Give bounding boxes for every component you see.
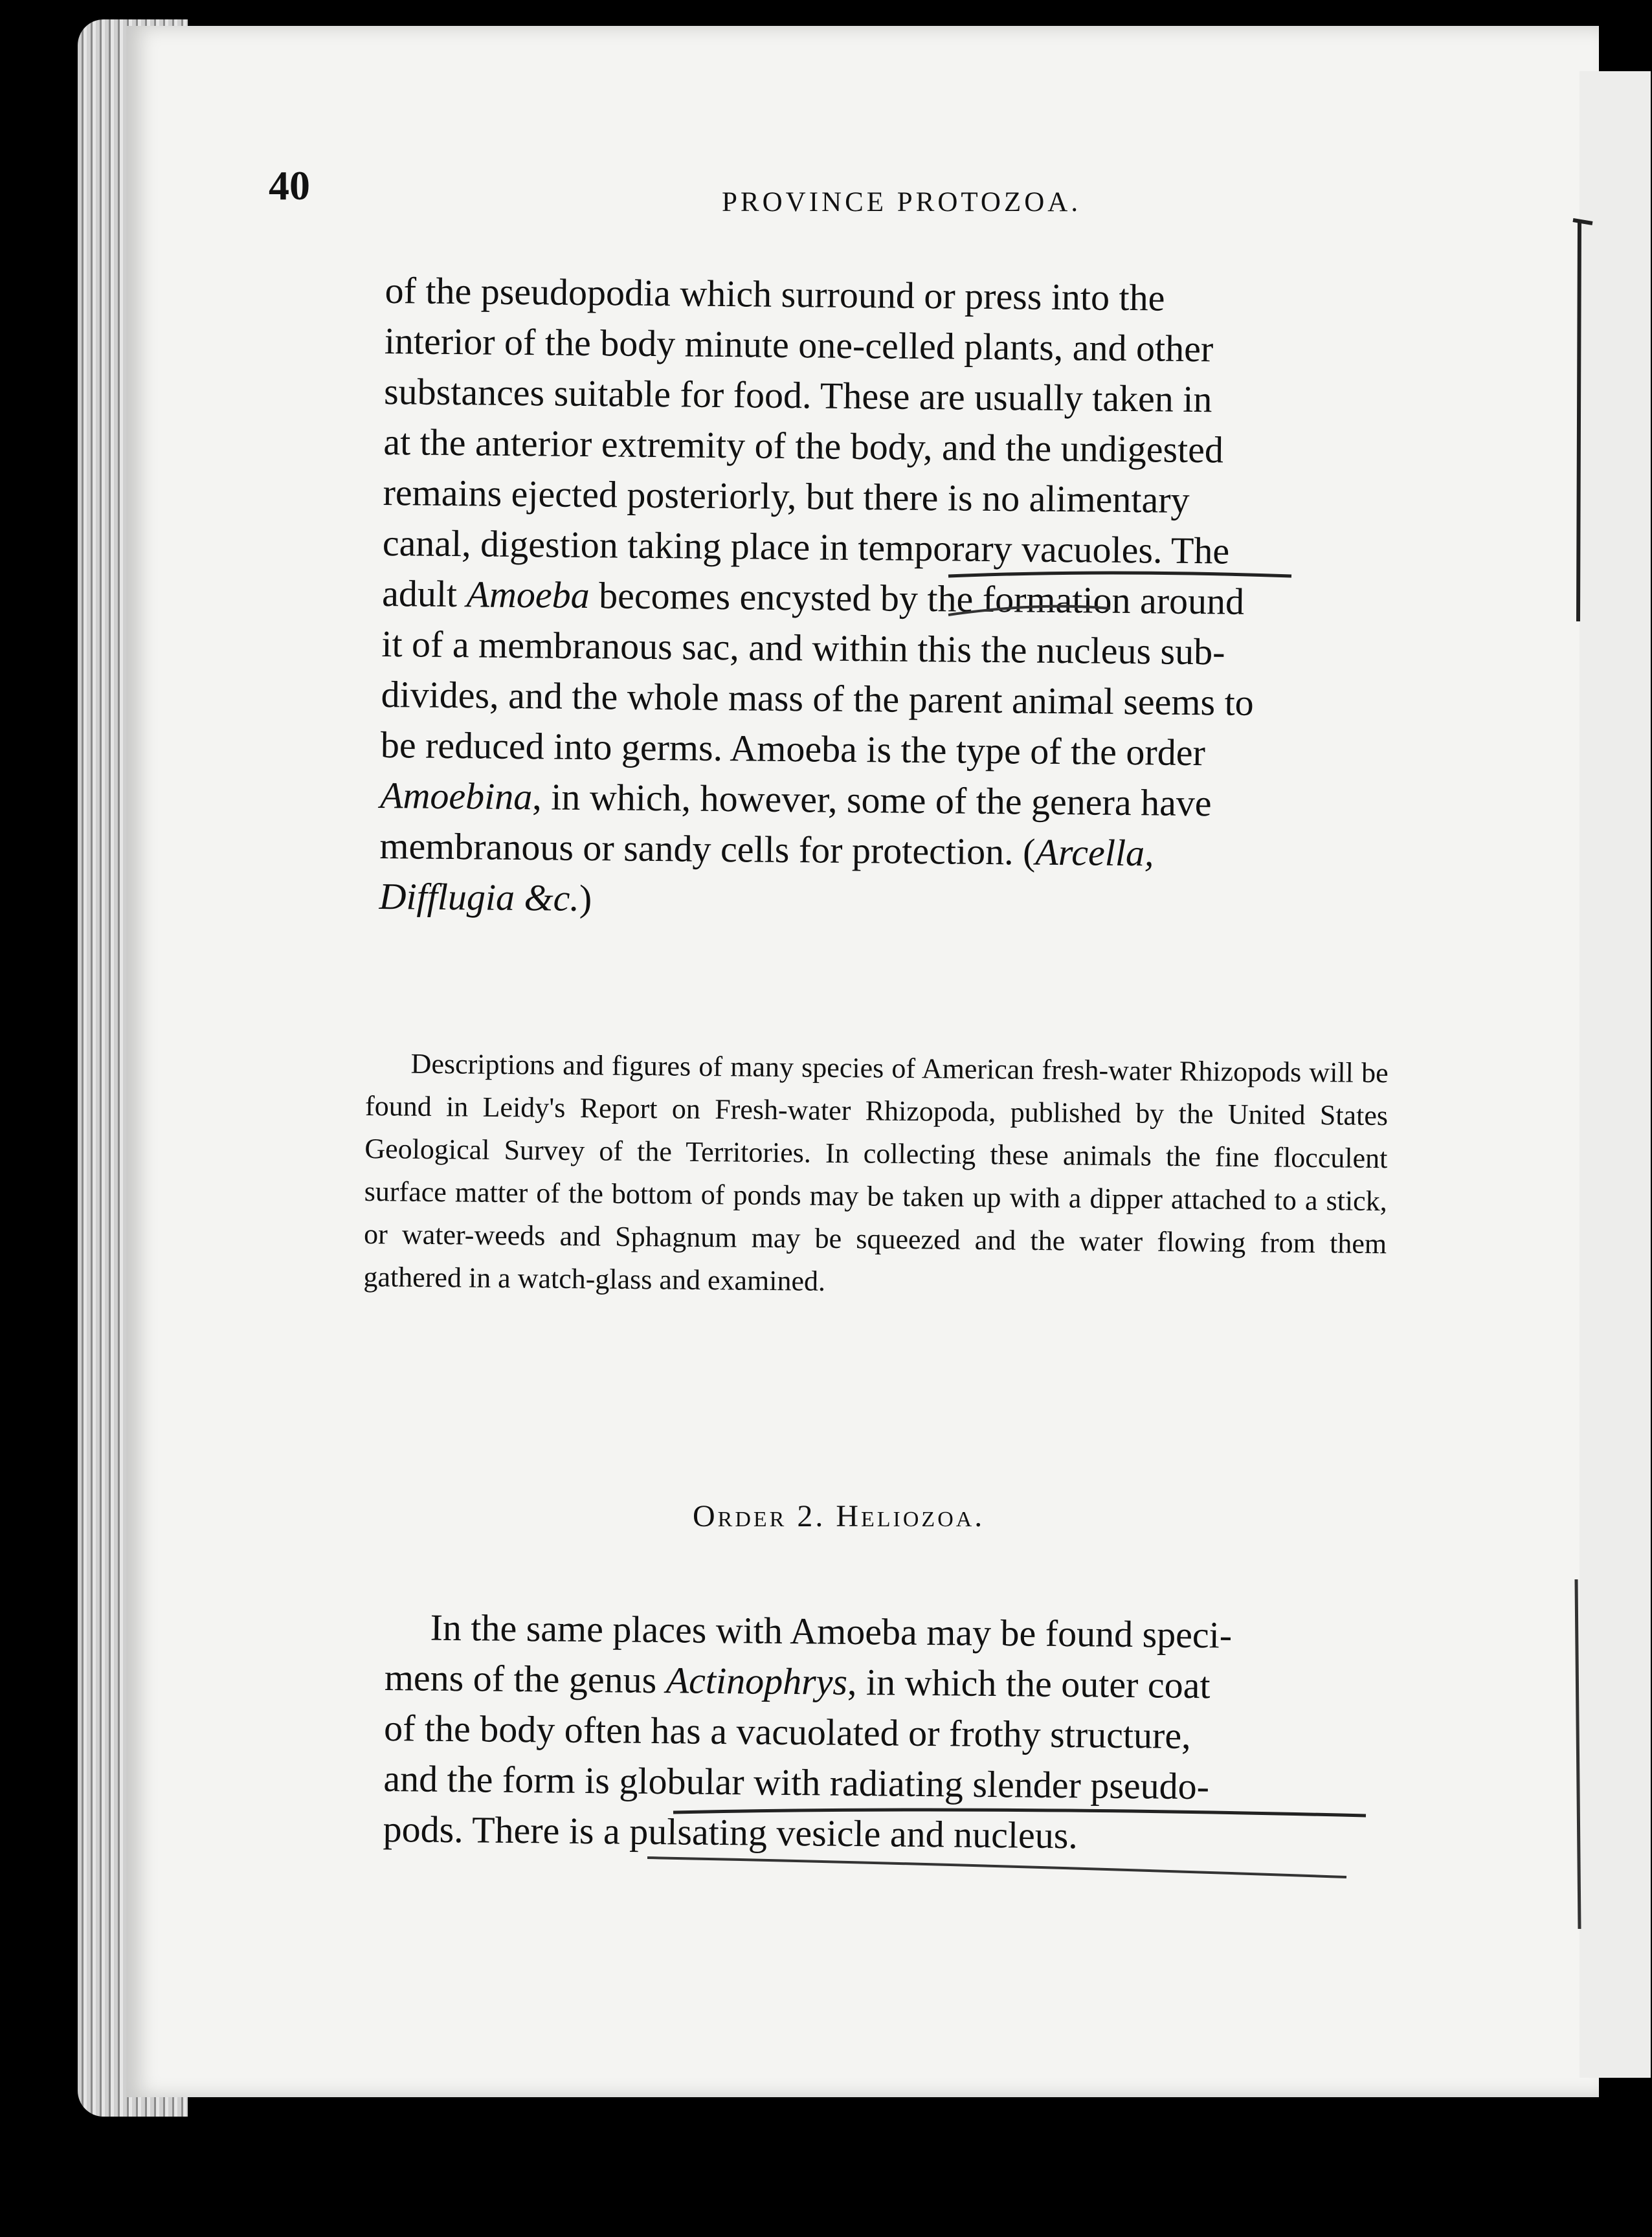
paragraph-2-line: In the same places with Amoeba may be found speci- <box>430 1606 1233 1656</box>
text-run: membranous or sandy cells for protection. ( <box>379 824 1036 873</box>
running-head: PROVINCE PROTOZOA. <box>722 187 1082 217</box>
order-name-amoebina: Amoebina <box>379 773 533 818</box>
pencil-underline-vacuoles <box>942 557 1304 634</box>
paragraph-1-line: at the anterior extremity of the body, and the undigested <box>383 420 1224 471</box>
paragraph-1-line: of the pseudopodia which surround or press into the <box>385 269 1165 319</box>
text-run: , in which, however, some of the genera have <box>531 775 1212 825</box>
text-run: becomes encysted by the formation around <box>589 574 1245 623</box>
text-run: adult <box>381 572 467 616</box>
paragraph-1-line <box>380 770 1403 830</box>
paragraph-1-line: canal, digestion taking place in temporary vacuoles. The <box>382 521 1230 572</box>
paragraph-1-line <box>379 871 1402 931</box>
footnote: Descriptions and figures of many species of American fresh-water Rhizopods will be found in Leidy's Report on Fresh-water Rhizopoda, published by the United States Geological Survey of the Territories. In collecting these animals the fine flocculent surface matter of the bottom of ponds may be taken up with a dipper attached to a stick, or water-weeds and Sphagnum may be squeezed and the water flowing from them gathered in a watch-glass and examined. <box>363 1047 1389 1297</box>
margin-bracket-mark <box>1560 207 1599 1942</box>
paragraph-1-line: be reduced into germs. Amoeba is the type of the order <box>380 723 1206 774</box>
paragraph-2-line: and the form is globular with radiating slender pseudo- <box>383 1757 1210 1808</box>
text-run: , in which the outer coat <box>847 1660 1211 1707</box>
genus-name-amoeba: Amoeba <box>466 573 590 617</box>
paragraph-2-line: of the body often has a vacuolated or frothy structure, <box>383 1706 1191 1757</box>
paragraph-1-line: it of a membranous sac, and within this the nucleus sub- <box>381 622 1225 673</box>
pencil-underline-globular <box>647 1806 1379 1903</box>
genus-name-difflugia: Difflugia &c. <box>379 874 580 919</box>
text-run: mens of the genus <box>384 1656 667 1702</box>
section-heading: Order 2. Heliozoa. <box>693 1499 985 1533</box>
page-number: 40 <box>269 162 310 208</box>
paragraph-1-line: interior of the body minute one-celled plants, and other <box>384 319 1214 370</box>
paragraph-2-line <box>385 1653 1408 1713</box>
text-run: ) <box>579 876 592 920</box>
genus-name-arcella: Arcella, <box>1035 830 1154 874</box>
paragraph-1-line: divides, and the whole mass of the parent animal seems to <box>381 673 1255 724</box>
paragraph-2-line: pods. There is a pulsating vesicle and nucleus. <box>383 1807 1078 1857</box>
paragraph-1-line: substances suitable for food. These are usually taken in <box>383 370 1212 421</box>
paragraph-1-line: remains ejected posteriorly, but there is no alimentary <box>383 471 1190 521</box>
genus-name-actinophrys: Actinophrys <box>665 1659 848 1703</box>
paragraph-1-line <box>379 821 1403 881</box>
